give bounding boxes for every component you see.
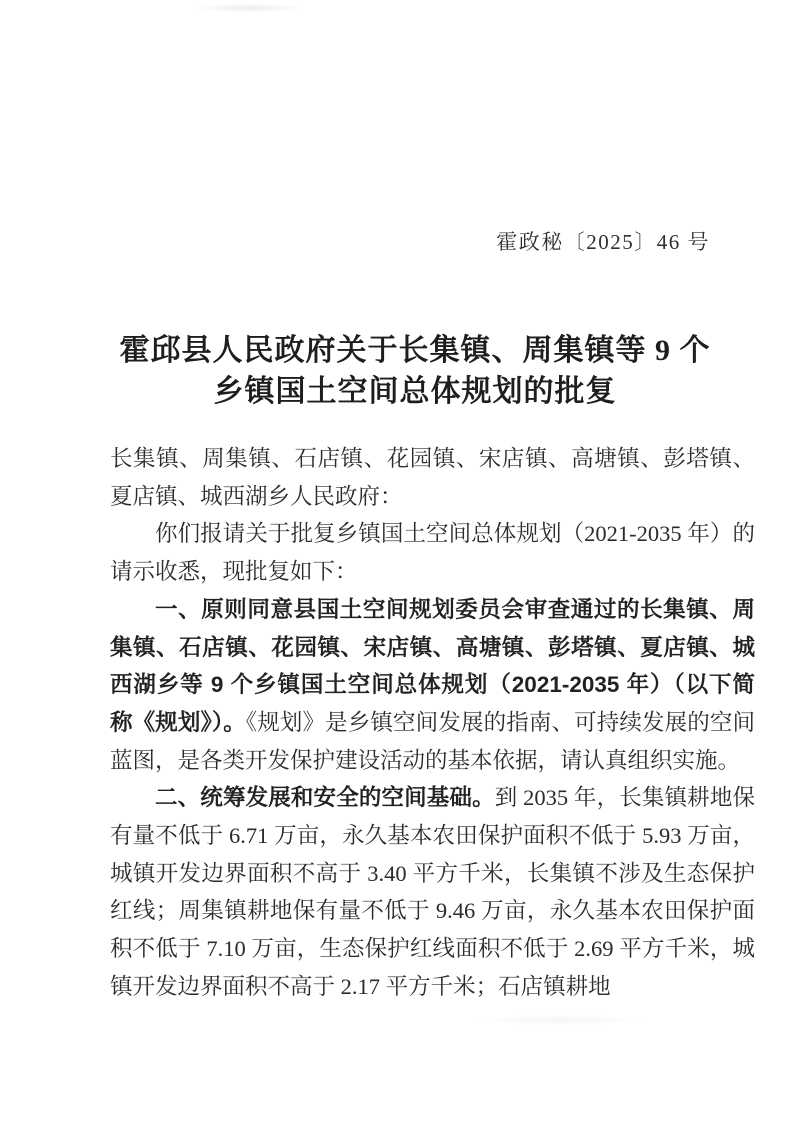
title-line-1: 霍邱县人民政府关于长集镇、周集镇等 9 个 bbox=[119, 334, 711, 367]
document-title bbox=[110, 330, 720, 412]
title-line-2: 乡镇国土空间总体规划的批复 bbox=[213, 375, 617, 408]
salutation: 长集镇、周集镇、石店镇、花园镇、宋店镇、高塘镇、彭塔镇、夏店镇、城西湖乡人民政府： bbox=[110, 446, 755, 509]
doc-number: 霍政秘〔2025〕46 号 bbox=[496, 230, 710, 254]
paragraph-item-1 bbox=[110, 591, 755, 780]
paragraph-item-1-text: 《规划》是乡镇空间发展的指南、可持续发展的空间蓝图，是各类开发保护建设活动的基本依据，请认真组织实施。 bbox=[110, 709, 755, 773]
paragraph-item-2 bbox=[110, 779, 755, 1005]
document-body bbox=[110, 440, 755, 1006]
paragraph-intro bbox=[110, 515, 755, 590]
paragraph-intro-text: 你们报请关于批复乡镇国土空间总体规划（2021-2035 年）的请示收悉，现批复如下： bbox=[110, 521, 755, 585]
paragraph-item-2-text: 到 2035 年，长集镇耕地保有量不低于 6.71 万亩，永久基本农田保护面积不低于 5.93 万亩，城镇开发边界面积不高于 3.40 平方千米，长集镇不涉及生态保护红线；周集镇耕地保有量不低于 9.46 万亩，永久基本农田保护面积不低于 7.10 万亩，生态保护红线面积不低于 2.69 平方千米，城镇开发边界面积不高于 2.17 平方千米；石店镇耕地 bbox=[110, 785, 755, 999]
paragraph-item-2-lead: 二、统筹发展和安全的空间基础。 bbox=[155, 785, 495, 811]
paragraph-item-1-lead: 一、原则同意县国土空间规划委员会审查通过的长集镇、周集镇、石店镇、花园镇、宋店镇、高塘镇、彭塔镇、夏店镇、城西湖乡等 9 个乡镇国土空间总体规划（2021-2035 年）（以下简称《规划》）。 bbox=[110, 596, 755, 735]
